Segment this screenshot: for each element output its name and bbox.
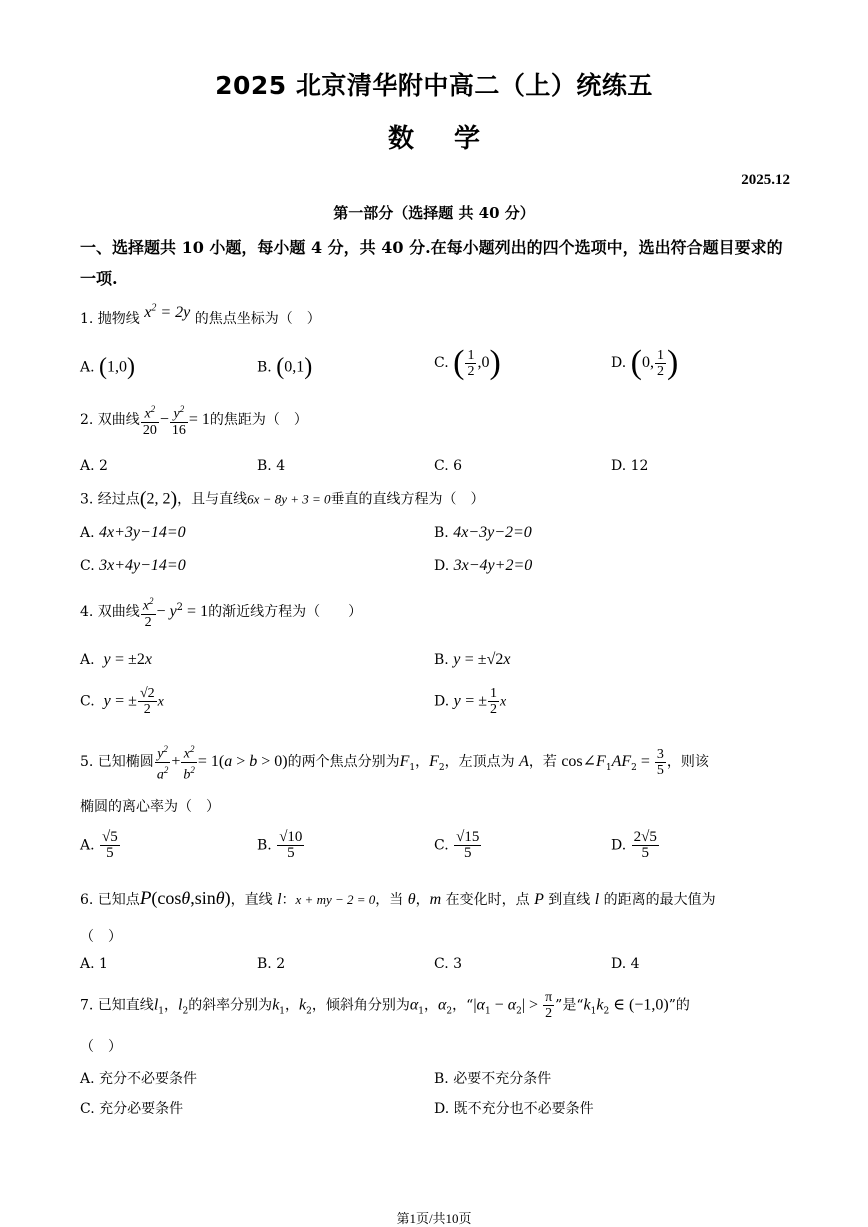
option-b: B. 必要不充分条件: [434, 1071, 552, 1087]
question-7-line2: （ ）: [80, 1039, 122, 1055]
question-stem-post: 的焦距为（ ）: [209, 411, 308, 428]
option-a: A. 1: [80, 956, 108, 972]
option-b: B. 2: [257, 956, 286, 972]
option-b: B. $\frac{√10}{5}$: [257, 829, 303, 861]
option-d: D. $\frac{2√5}{5}$: [611, 829, 657, 861]
question-4: 4. 双曲线 $\frac{x^2}{2}$ − $y^2 = 1$的渐近线方程为（ ）: [80, 596, 363, 630]
option-b: B. 4: [257, 458, 286, 474]
option-c: C. y = ± $\frac{√2}{2}$ x: [80, 686, 164, 717]
option-a: A. (1,0): [80, 354, 136, 380]
option-c: C. 充分必要条件: [80, 1101, 184, 1117]
option-b: B. y = ±√2x: [434, 651, 511, 668]
question-stem-pre: 1. 抛物线: [80, 311, 140, 327]
question-6: 6. 已知点P(cosθ,sinθ)，直线 l：x + my − 2 = 0，当 θ，m 在变化时，点 P 到直线 l 的距离的最大值为: [80, 888, 716, 909]
option-c: C. 3x+4y−14=0: [80, 557, 186, 574]
option-a: A. $\frac{√5}{5}$: [80, 829, 118, 861]
option-c: C. ( $\frac{1}{2}$ ,0): [434, 344, 501, 381]
option-a: A. 4x+3y−14=0: [80, 524, 186, 541]
section-instructions: 一、选择题共 10 小题，每小题 4 分，共 40 分.在每小题列出的四个选项中，选出符合题目要求的一项.: [80, 238, 783, 288]
question-5-line2: 椭圆的离心率为（ ）: [80, 799, 220, 815]
option-d: D. y = ± $\frac{1}{2}$ x: [434, 686, 507, 717]
question-6-line2: （ ）: [80, 929, 122, 945]
option-d: D. 3x−4y+2=0: [434, 557, 533, 574]
option-d: D. 既不充分也不必要条件: [434, 1101, 594, 1117]
option-d: D. 4: [611, 956, 640, 972]
question-5: 5. 已知椭圆 $\frac{y^2}{a^2}$ + $\frac{x^2}{b^2}$ = 1(a > b > 0)的两个焦点分别为$F_1$，$F_2$，左顶点为 A，若 $\cos\angle F_1AF_2$ = $\frac{3}{5}$ ，则该: [80, 744, 709, 783]
option-a: A. 充分不必要条件: [80, 1071, 198, 1087]
option-b: B. 4x−3y−2=0: [434, 524, 532, 541]
option-a: A. 2: [80, 458, 108, 474]
exam-title: 2025 北京清华附中高二（上）统练五: [215, 71, 653, 100]
option-c: C. 3: [434, 956, 463, 972]
question-3: 3. 经过点(2, 2)，且与直线6x − 8y + 3 = 0垂直的直线方程为（ ）: [80, 488, 485, 510]
subject-title: 数学: [387, 124, 520, 154]
question-math: $x^2 = 2y$: [144, 302, 191, 321]
option-a: A. y = ±2x: [80, 651, 152, 668]
question-stem-post: 的焦点坐标为（ ）: [194, 311, 321, 327]
part-title: 第一部分（选择题 共 40 分）: [333, 204, 535, 222]
question-stem-pre: 2. 双曲线: [80, 411, 140, 428]
page-footer: 第1页/共10页: [396, 1211, 472, 1226]
question-2: 2. 双曲线 $\frac{x^2}{20}$ − $\frac{y^2}{16}$ = 1的焦距为（ ）: [80, 404, 308, 438]
question-1: [80, 302, 321, 328]
option-c: C. $\frac{√15}{5}$: [434, 829, 480, 861]
exam-date: 2025.12: [741, 172, 790, 188]
option-b: B. (0,1): [257, 354, 313, 380]
question-7: 7. 已知直线$l_1$，$l_2$的斜率分别为$k_1$，$k_2$，倾斜角分别为$\alpha_1$，$\alpha_2$，“$|\alpha_1 - \alpha_2|$ > $\frac{\pi}{2}$ ”是“$k_1k_2$ ∈ (−1,0)”的: [80, 990, 690, 1021]
option-d: D. (0, $\frac{1}{2}$ ): [611, 344, 679, 381]
option-d: D. 12: [611, 458, 649, 474]
option-c: C. 6: [434, 458, 463, 474]
